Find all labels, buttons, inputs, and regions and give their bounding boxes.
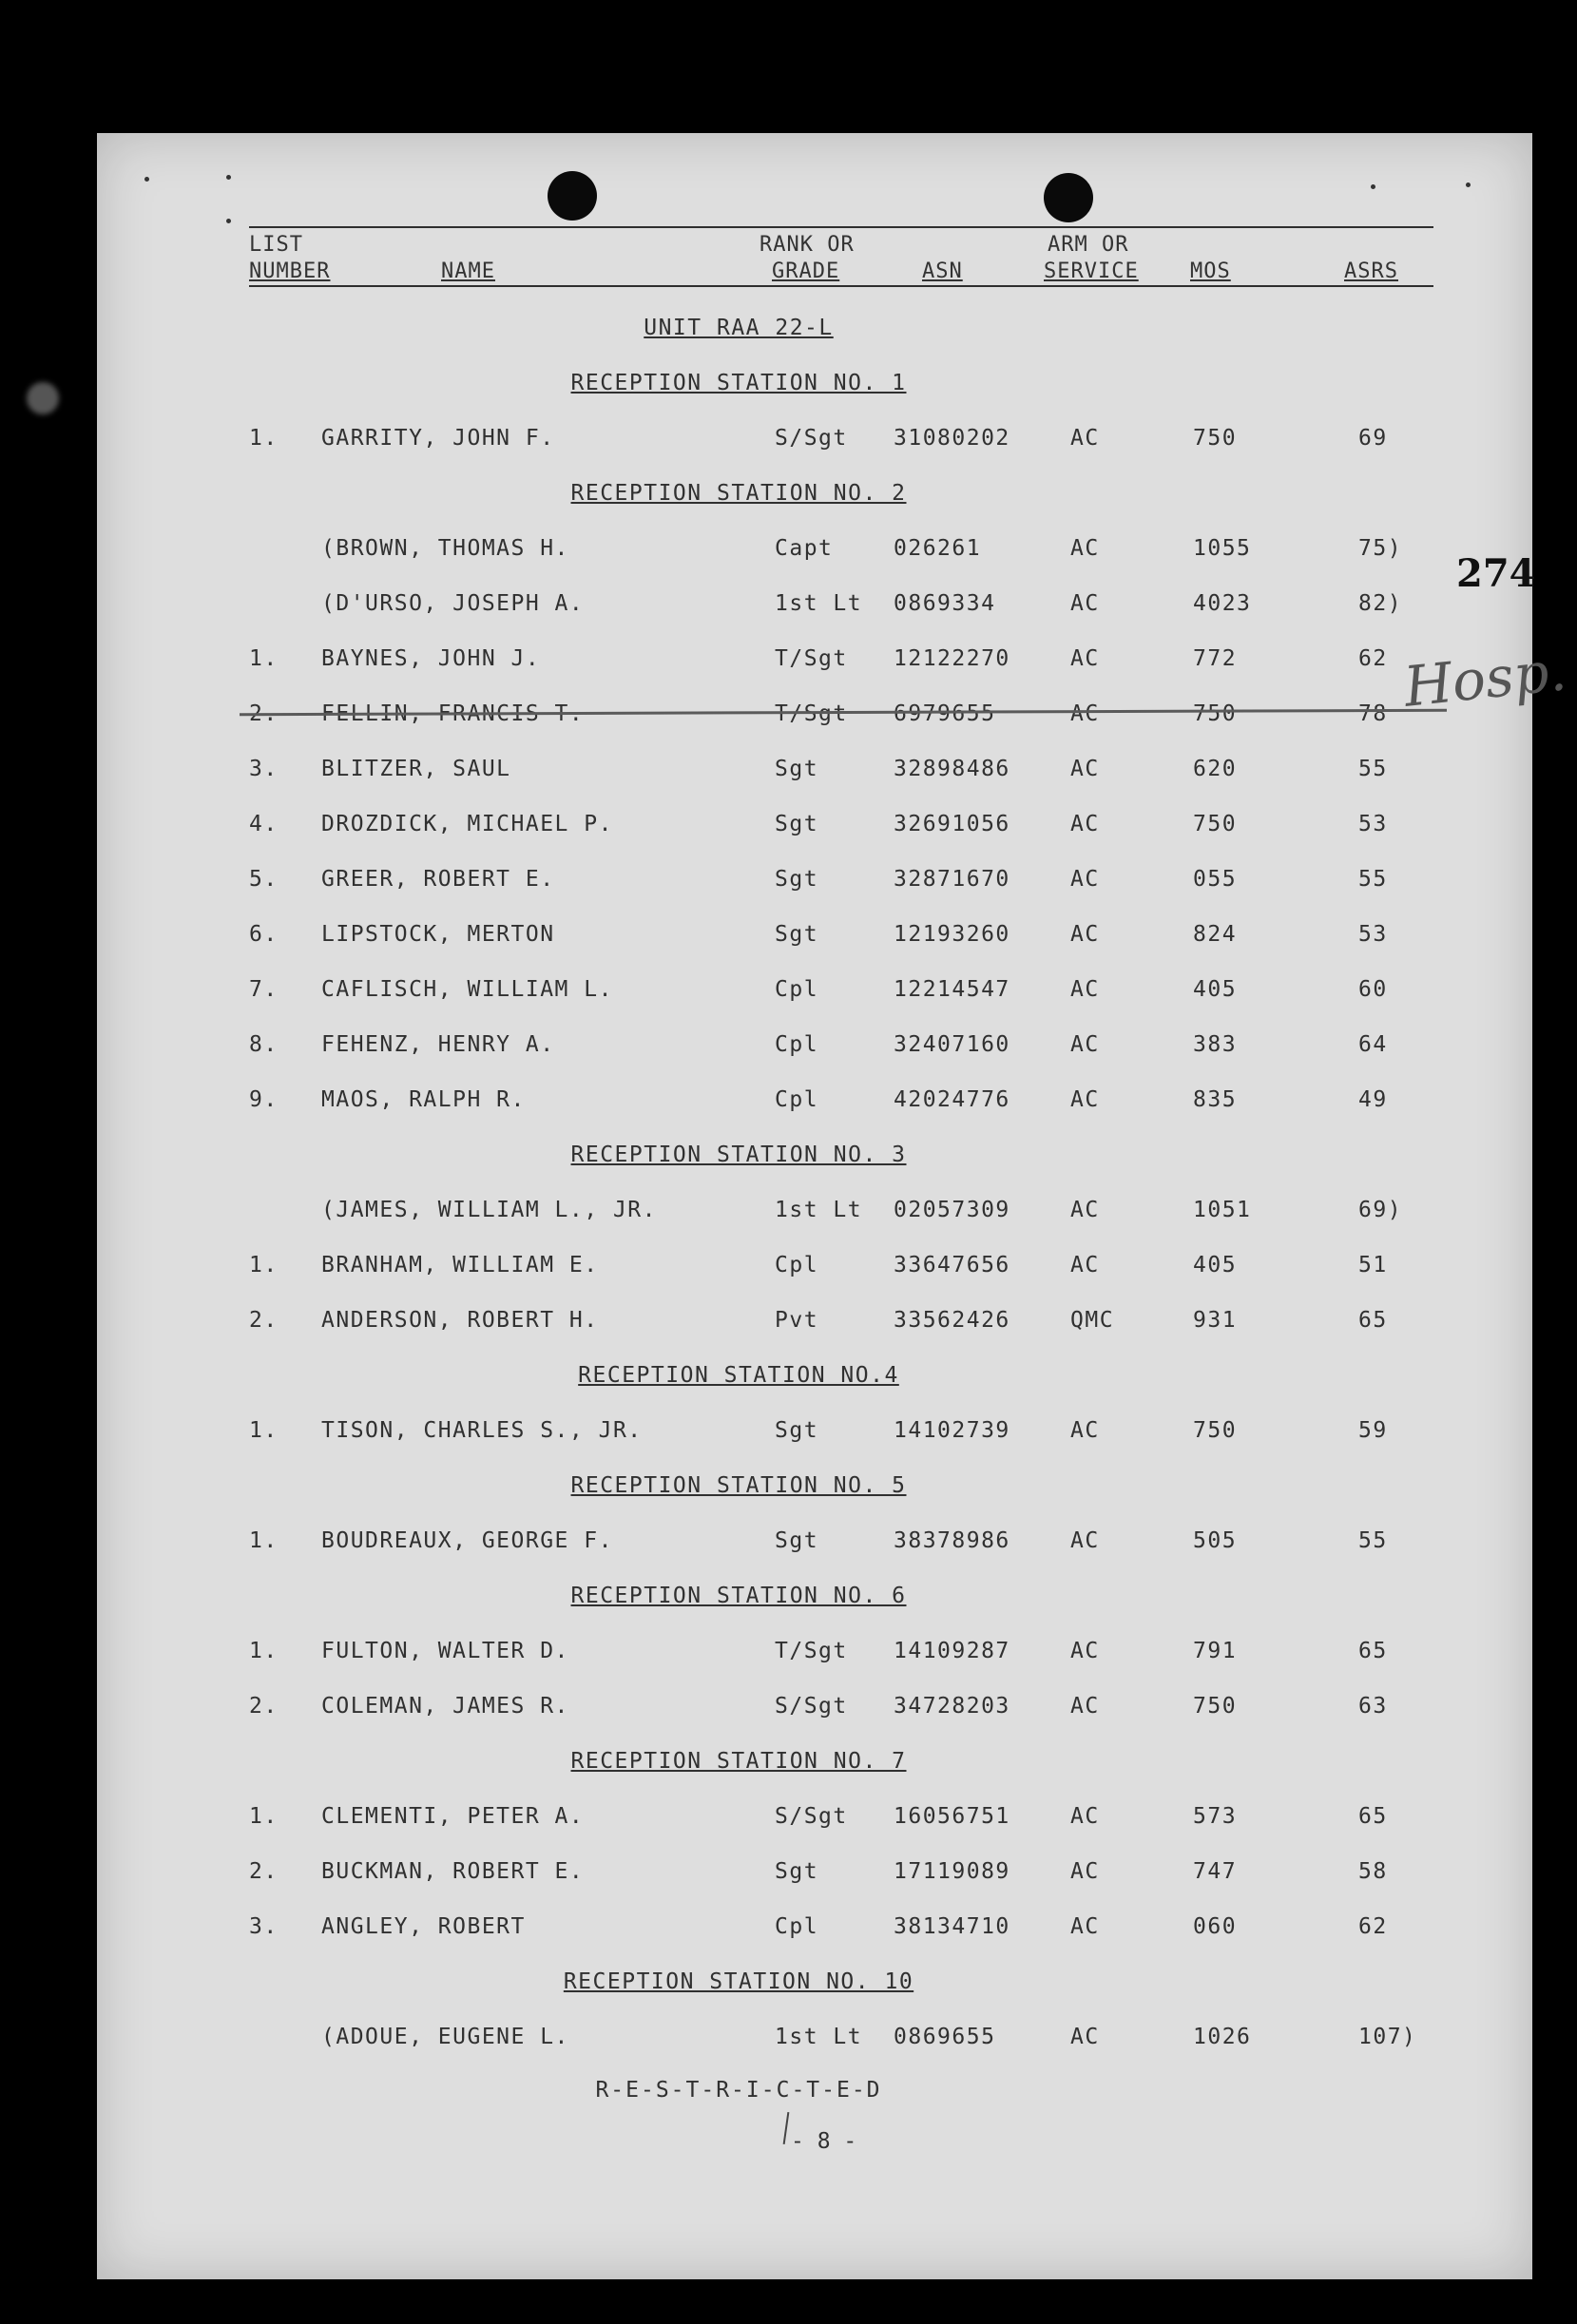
table-row <box>97 1639 1532 1667</box>
rank: Cpl <box>775 1032 819 1057</box>
rank: Cpl <box>775 1914 819 1939</box>
rank: Sgt <box>775 1418 819 1443</box>
asrs: 82) <box>1358 591 1403 616</box>
rank: S/Sgt <box>775 1694 848 1719</box>
table-row <box>97 646 1532 675</box>
rank: Sgt <box>775 812 819 836</box>
asrs: 65 <box>1358 1804 1388 1829</box>
mos: 931 <box>1193 1308 1238 1333</box>
list-number: 1. <box>249 1418 279 1443</box>
unit-title <box>97 316 1532 340</box>
person-name: GARRITY, JOHN F. <box>321 426 555 451</box>
rank: Sgt <box>775 867 819 892</box>
scan-speck <box>144 177 149 182</box>
person-name: BRANHAM, WILLIAM E. <box>321 1253 599 1277</box>
mos: 1051 <box>1193 1198 1252 1222</box>
asn: 0869334 <box>894 591 996 616</box>
header-rank-label: RANK OR <box>760 233 855 257</box>
rank: Capt <box>775 536 834 561</box>
table-row <box>97 1032 1532 1061</box>
list-number: 1. <box>249 1804 279 1829</box>
header-service-label: SERVICE <box>1044 259 1139 283</box>
mos: 405 <box>1193 977 1238 1002</box>
section-title <box>97 1969 1532 1994</box>
handwritten-note: Hosp. <box>1400 638 1569 720</box>
header-mos-label: MOS <box>1190 259 1231 283</box>
rank: Sgt <box>775 757 819 781</box>
arm-service: QMC <box>1070 1308 1115 1333</box>
table-row-struck <box>97 701 1532 730</box>
mos: 505 <box>1193 1528 1238 1553</box>
table-row <box>97 867 1532 895</box>
header-asn-label: ASN <box>922 259 963 283</box>
section-title-text: RECEPTION STATION NO. 10 <box>563 1969 914 1994</box>
section-title <box>97 1473 1532 1498</box>
person-name: FEHENZ, HENRY A. <box>321 1032 555 1057</box>
header-asrs-label: ASRS <box>1344 259 1398 283</box>
pen-mark <box>783 2112 790 2144</box>
arm-service: AC <box>1070 1859 1100 1884</box>
restricted-footer-text: R-E-S-T-R-I-C-T-E-D <box>595 2078 882 2103</box>
person-name: ANDERSON, ROBERT H. <box>321 1308 599 1333</box>
asn: 0869655 <box>894 2025 996 2049</box>
rank: Cpl <box>775 1087 819 1112</box>
person-name: ANGLEY, ROBERT <box>321 1914 526 1939</box>
asn: 16056751 <box>894 1804 1010 1829</box>
asrs: 64 <box>1358 1032 1388 1057</box>
list-number: 1. <box>249 1528 279 1553</box>
section-title <box>97 1749 1532 1774</box>
rank: S/Sgt <box>775 426 848 451</box>
asn: 33647656 <box>894 1253 1010 1277</box>
asrs: 69) <box>1358 1198 1403 1222</box>
unit-title-text: UNIT RAA 22-L <box>644 316 834 340</box>
asn: 42024776 <box>894 1087 1010 1112</box>
section-title-text: RECEPTION STATION NO. 1 <box>570 371 907 395</box>
arm-service: AC <box>1070 536 1100 561</box>
header-rule-bottom <box>249 285 1433 287</box>
person-name: BAYNES, JOHN J. <box>321 646 541 671</box>
asn: 32871670 <box>894 867 1010 892</box>
person-name: BUCKMAN, ROBERT E. <box>321 1859 585 1884</box>
list-number: 2. <box>249 701 279 726</box>
mos: 791 <box>1193 1639 1238 1663</box>
mos: 060 <box>1193 1914 1238 1939</box>
asn: 12214547 <box>894 977 1010 1002</box>
asn: 6979655 <box>894 701 996 726</box>
scan-speck <box>226 219 231 223</box>
person-name: FELLIN, FRANCIS T. <box>321 701 585 726</box>
asrs: 69 <box>1358 426 1388 451</box>
header-grade-label: GRADE <box>772 259 840 283</box>
mos: 383 <box>1193 1032 1238 1057</box>
list-number: 9. <box>249 1087 279 1112</box>
mos: 750 <box>1193 1694 1238 1719</box>
list-number: 6. <box>249 922 279 947</box>
rank: Cpl <box>775 977 819 1002</box>
mos: 1055 <box>1193 536 1252 561</box>
table-row <box>97 812 1532 840</box>
mos: 620 <box>1193 757 1238 781</box>
asn: 32407160 <box>894 1032 1010 1057</box>
asn: 38378986 <box>894 1528 1010 1553</box>
section-title-text: RECEPTION STATION NO.4 <box>578 1363 899 1388</box>
mos: 573 <box>1193 1804 1238 1829</box>
list-number: 5. <box>249 867 279 892</box>
arm-service: AC <box>1070 1253 1100 1277</box>
arm-service: AC <box>1070 426 1100 451</box>
asrs: 49 <box>1358 1087 1388 1112</box>
rank: Sgt <box>775 1528 819 1553</box>
section-title-text: RECEPTION STATION NO. 2 <box>570 481 907 506</box>
section-title <box>97 371 1532 395</box>
person-name: COLEMAN, JAMES R. <box>321 1694 569 1719</box>
rank: T/Sgt <box>775 1639 848 1663</box>
asrs: 75) <box>1358 536 1403 561</box>
list-number: 3. <box>249 757 279 781</box>
mos: 750 <box>1193 426 1238 451</box>
table-row <box>97 1528 1532 1557</box>
table-row <box>97 922 1532 951</box>
rank: Sgt <box>775 922 819 947</box>
list-number: 2. <box>249 1859 279 1884</box>
arm-service: AC <box>1070 1087 1100 1112</box>
rank: T/Sgt <box>775 646 848 671</box>
arm-service: AC <box>1070 1528 1100 1553</box>
mos: 835 <box>1193 1087 1238 1112</box>
header-name-label: NAME <box>441 259 495 283</box>
rank: Sgt <box>775 1859 819 1884</box>
scan-speck <box>1371 184 1375 189</box>
person-name: BLITZER, SAUL <box>321 757 511 781</box>
mos: 772 <box>1193 646 1238 671</box>
list-number: 2. <box>249 1694 279 1719</box>
asrs: 55 <box>1358 757 1388 781</box>
asrs: 55 <box>1358 867 1388 892</box>
asrs: 60 <box>1358 977 1388 1002</box>
asrs: 107) <box>1358 2025 1417 2049</box>
table-row <box>97 426 1532 454</box>
header-arm-label: ARM OR <box>1048 233 1129 257</box>
asn: 026261 <box>894 536 982 561</box>
mos: 055 <box>1193 867 1238 892</box>
person-name: (JAMES, WILLIAM L., JR. <box>321 1198 657 1222</box>
table-row <box>97 1253 1532 1281</box>
list-number: 1. <box>249 646 279 671</box>
table-row <box>97 1418 1532 1447</box>
asrs: 65 <box>1358 1308 1388 1333</box>
list-number: 4. <box>249 812 279 836</box>
asrs: 62 <box>1358 646 1388 671</box>
asrs: 53 <box>1358 922 1388 947</box>
asrs: 53 <box>1358 812 1388 836</box>
scan-speck <box>1466 182 1471 187</box>
page-number: - 8 - <box>791 2129 857 2154</box>
section-title-text: RECEPTION STATION NO. 6 <box>570 1584 907 1608</box>
document-page <box>97 133 1569 2279</box>
asn: 33562426 <box>894 1308 1010 1333</box>
list-number: 1. <box>249 1639 279 1663</box>
restricted-footer <box>97 2078 1532 2103</box>
section-title-text: RECEPTION STATION NO. 7 <box>570 1749 907 1774</box>
person-name: (D'URSO, JOSEPH A. <box>321 591 585 616</box>
table-row <box>97 1859 1532 1888</box>
mos: 750 <box>1193 701 1238 726</box>
asn: 32898486 <box>894 757 1010 781</box>
arm-service: AC <box>1070 1032 1100 1057</box>
asn: 02057309 <box>894 1198 1010 1222</box>
arm-service: AC <box>1070 1804 1100 1829</box>
person-name: (ADOUE, EUGENE L. <box>321 2025 569 2049</box>
table-row <box>97 1914 1532 1943</box>
asn: 34728203 <box>894 1694 1010 1719</box>
person-name: GREER, ROBERT E. <box>321 867 555 892</box>
asn: 12193260 <box>894 922 1010 947</box>
asrs: 63 <box>1358 1694 1388 1719</box>
person-name: FULTON, WALTER D. <box>321 1639 569 1663</box>
mos: 747 <box>1193 1859 1238 1884</box>
person-name: MAOS, RALPH R. <box>321 1087 526 1112</box>
table-row <box>97 2025 1532 2053</box>
person-name: DROZDICK, MICHAEL P. <box>321 812 613 836</box>
arm-service: AC <box>1070 867 1100 892</box>
person-name: BOUDREAUX, GEORGE F. <box>321 1528 613 1553</box>
table-row <box>97 977 1532 1006</box>
person-name: LIPSTOCK, MERTON <box>321 922 555 947</box>
mos: 750 <box>1193 1418 1238 1443</box>
person-name: (BROWN, THOMAS H. <box>321 536 569 561</box>
arm-service: AC <box>1070 922 1100 947</box>
scan-speck <box>226 175 231 180</box>
asn: 38134710 <box>894 1914 1010 1939</box>
list-number: 7. <box>249 977 279 1002</box>
arm-service: AC <box>1070 1639 1100 1663</box>
mos: 405 <box>1193 1253 1238 1277</box>
arm-service: AC <box>1070 701 1100 726</box>
asrs: 62 <box>1358 1914 1388 1939</box>
table-row <box>97 591 1532 620</box>
section-title <box>97 1363 1532 1388</box>
table-row <box>97 1694 1532 1722</box>
asrs: 78 <box>1358 701 1388 726</box>
arm-service: AC <box>1070 1694 1100 1719</box>
list-number: 1. <box>249 426 279 451</box>
asn: 14102739 <box>894 1418 1010 1443</box>
table-row <box>97 1087 1532 1116</box>
asn: 32691056 <box>894 812 1010 836</box>
list-number: 2. <box>249 1308 279 1333</box>
list-number: 1. <box>249 1253 279 1277</box>
section-title-text: RECEPTION STATION NO. 5 <box>570 1473 907 1498</box>
asrs: 55 <box>1358 1528 1388 1553</box>
rank: T/Sgt <box>775 701 848 726</box>
header-list-label: LIST <box>249 233 303 257</box>
arm-service: AC <box>1070 591 1100 616</box>
section-title <box>97 481 1532 506</box>
margin-page-number: 274 <box>1456 551 1536 596</box>
rank: 1st Lt <box>775 1198 863 1222</box>
table-row <box>97 1308 1532 1336</box>
scan-blemish <box>27 382 59 414</box>
asn: 31080202 <box>894 426 1010 451</box>
arm-service: AC <box>1070 1418 1100 1443</box>
rank: 1st Lt <box>775 591 863 616</box>
table-row <box>97 1804 1532 1833</box>
asrs: 65 <box>1358 1639 1388 1663</box>
asn: 17119089 <box>894 1859 1010 1884</box>
header-rule-top <box>249 226 1433 228</box>
table-row <box>97 536 1532 565</box>
arm-service: AC <box>1070 646 1100 671</box>
arm-service: AC <box>1070 2025 1100 2049</box>
asrs: 51 <box>1358 1253 1388 1277</box>
mos: 1026 <box>1193 2025 1252 2049</box>
section-title-text: RECEPTION STATION NO. 3 <box>570 1143 907 1167</box>
rank: 1st Lt <box>775 2025 863 2049</box>
punch-hole-left <box>548 171 597 221</box>
rank: Pvt <box>775 1308 819 1333</box>
asn: 12122270 <box>894 646 1010 671</box>
rank: S/Sgt <box>775 1804 848 1829</box>
section-title <box>97 1584 1532 1608</box>
asn: 14109287 <box>894 1639 1010 1663</box>
arm-service: AC <box>1070 757 1100 781</box>
person-name: TISON, CHARLES S., JR. <box>321 1418 643 1443</box>
mos: 750 <box>1193 812 1238 836</box>
table-row <box>97 1198 1532 1226</box>
mos: 824 <box>1193 922 1238 947</box>
section-title <box>97 1143 1532 1167</box>
mos: 4023 <box>1193 591 1252 616</box>
arm-service: AC <box>1070 1914 1100 1939</box>
rank: Cpl <box>775 1253 819 1277</box>
list-number: 3. <box>249 1914 279 1939</box>
person-name: CLEMENTI, PETER A. <box>321 1804 585 1829</box>
asrs: 59 <box>1358 1418 1388 1443</box>
table-row <box>97 757 1532 785</box>
header-number-label: NUMBER <box>249 259 331 283</box>
asrs: 58 <box>1358 1859 1388 1884</box>
punch-hole-right <box>1044 173 1093 222</box>
arm-service: AC <box>1070 812 1100 836</box>
arm-service: AC <box>1070 1198 1100 1222</box>
person-name: CAFLISCH, WILLIAM L. <box>321 977 613 1002</box>
arm-service: AC <box>1070 977 1100 1002</box>
list-number: 8. <box>249 1032 279 1057</box>
